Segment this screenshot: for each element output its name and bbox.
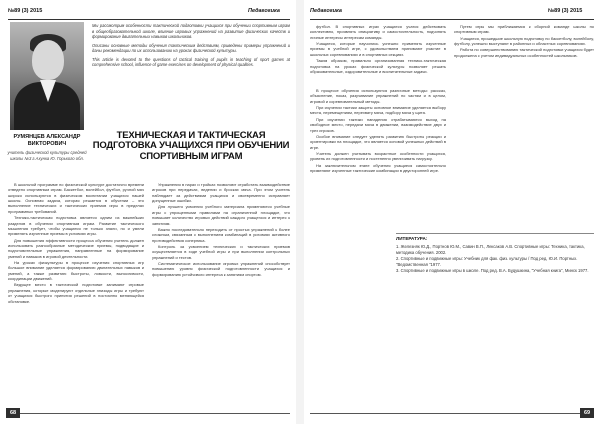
paragraph: Работа по совершенствованию тактической подготовки учащихся будет продолжена с учетом индивидуальных особенностей школьников. bbox=[454, 47, 594, 58]
paragraph: Контроль за усвоением технических и тактических приемов осуществляется в ходе учебной игры и при выполнении контрольных упражнений и тестов. bbox=[152, 243, 290, 260]
body-column-3 bbox=[310, 88, 446, 174]
page-gutter bbox=[296, 0, 304, 424]
paragraph: Учащиеся, прошедшие школьную подготовку по баскетболу, волейболу, футболу, успешно выступают в районных и областных соревнованиях. bbox=[454, 35, 594, 47]
article-title: ТЕХНИЧЕСКАЯ И ТАКТИЧЕСКАЯ ПОДГОТОВКА УЧАЩИХСЯ ПРИ ОБУЧЕНИИ СПОРТИВНЫМ ИГРАМ bbox=[92, 130, 290, 162]
paragraph: Упражнения в парах и тройках позволяют отработать взаимодействие игроков при передачах, ведении и бросках мяча. При этом учитель наблюдает за действиями учащихся и своевременно исправляет допущенные ошибки. bbox=[152, 182, 290, 204]
body-column-2 bbox=[152, 182, 290, 278]
literature-block bbox=[396, 236, 594, 274]
body-column-1 bbox=[8, 182, 144, 305]
author-block bbox=[6, 134, 88, 161]
right-page bbox=[304, 0, 600, 424]
paragraph: При изучении тактики защиты основное внимание уделяется выбору места, перемещениям, перехвату мяча, подбору мяча у щита. bbox=[310, 105, 446, 116]
abstract-en: This article is devoted to the questions of tactical training of pupils in teaching of sport games at comprehensive school, influence of game exercises on development of physical qualities. bbox=[92, 56, 290, 68]
abstract-ru-2: Описаны основные методы обучения тактическим действиям, приведены примеры упражнений и даны рекомендации по их использованию на уроках физической культуры. bbox=[92, 42, 290, 54]
author-info: учитель физической культуры средней школы №3 г.Ахунка Ю. Горького обл. bbox=[7, 150, 87, 161]
paragraph: футбол. В спортивных играх учащиеся учатся действовать коллективно, проявлять инициативу и самостоятельность, подчинять личные интересы интересам команды. bbox=[310, 24, 446, 40]
header-rule bbox=[8, 19, 290, 20]
paragraph: Для лучшего усвоения учебного материала применяются учебные игры с упрощенными правилами на ограниченной площадке, что повышает количество игровых действий каждого учащегося и интерес к занятиям. bbox=[152, 204, 290, 226]
body-column-2 bbox=[454, 24, 594, 59]
paragraph: На заключительном этапе обучения учащиеся самостоятельно применяют изученные тактические комбинации в двусторонней игре. bbox=[310, 162, 446, 174]
header-rule bbox=[310, 19, 594, 20]
abstract-ru: Мы рассмотрим особенности тактической подготовки учащихся при обучении спортивным играм в общеобразовательной школе, влияние игровых упражнений на развитие физических качеств и формирование двигательных навыков школьников. bbox=[92, 23, 290, 40]
paragraph: Технико-тактическая подготовка является одним из важнейших разделов в обучении спортивным играм. Развитие тактического мышления требует, чтобы учащиеся не только знали, но и умели применять изученные приемы в условиях игры. bbox=[8, 215, 144, 237]
page-number: 68 bbox=[6, 408, 20, 418]
paragraph: Учащиеся, которые научились успешно применять изученные приемы в учебной игре, с удовольствием принимают участие в школьных соревнованиях и в спортивных секциях. bbox=[310, 41, 446, 57]
author-photo bbox=[10, 22, 84, 130]
footer-rule bbox=[310, 413, 580, 414]
paragraph: Систематическое использование игровых упражнений способствует повышению уровня физической подготовленности учащихся и формированию устойчивого интереса к занятиям спортом. bbox=[152, 261, 290, 277]
abstract bbox=[92, 23, 290, 71]
literature-item: 1. Железняк Ю.Д., Портнов Ю.М., Савин В.П., Лексаков А.В. Спортивные игры: Техника, тактика, методика обучения. 2002. bbox=[396, 244, 585, 256]
body-column-1 bbox=[310, 24, 446, 75]
paragraph: Ведущее место в тактической подготовке занимают игровые упражнения, которые моделируют отдельные эпизоды игры и требуют от учащихся быстрого принятия решений в постоянно меняющейся обстановке. bbox=[8, 282, 144, 304]
page-number: 69 bbox=[580, 408, 594, 418]
paragraph: Учитель должен учитывать возрастные особенности учащихся, уровень их подготовленности и постепенно увеличивать нагрузку. bbox=[310, 150, 446, 162]
paragraph: В процессе обучения используются различные методы: рассказ, объяснение, показ, разучивание упражнений по частям и в целом, игровой и соревновательный методы. bbox=[310, 88, 446, 104]
paragraph: На уроках физкультуры в процессе изучения спортивных игр большое внимание уделяется формированию двигательных навыков и умений, а также развитию быстроты, ловкости, выносливости, координации движений. bbox=[8, 260, 144, 282]
section-rubric: Педагогика bbox=[310, 8, 342, 14]
left-page bbox=[0, 0, 296, 424]
section-rubric: Педагогика bbox=[248, 8, 280, 14]
paragraph: При изучении тактики нападения отрабатываются выход на свободное место, передачи мяча в движении, взаимодействие двух и трех игроков. bbox=[310, 116, 446, 133]
footer-rule bbox=[20, 413, 290, 414]
literature-item: 3. Спортивные и подвижные игры в школе. Под ред. В.А. Будушкина, "Учебная книга", Минск 1977. bbox=[396, 267, 589, 273]
issue-number: №89 (3) 2015 bbox=[548, 8, 582, 20]
paragraph: Важно последовательно переходить от простых упражнений к более сложным, связанным с выполнением комбинаций в условиях активного противодействия соперника. bbox=[152, 226, 290, 243]
paragraph: Особое внимание следует уделять развитию быстроты реакции и ориентировки на площадке, что является основой успешных действий в игре. bbox=[310, 133, 446, 150]
paragraph: Путем игры мы приближаемся к сборной команде школы по спортивным играм. bbox=[454, 24, 594, 35]
paragraph: Для повышения эффективности процесса обучения учитель должен использовать разнообразные методические приемы, подводящие и подготовительные упражнения, направленные на формирование умений и навыков в игровой деятельности. bbox=[8, 237, 144, 259]
paragraph: Таким образом, правильно организованная технико-тактическая подготовка на уроках физической культуры позволяет решать образовательные, оздоровительные и воспитательные задачи. bbox=[310, 58, 446, 74]
literature-heading: ЛИТЕРАТУРА: bbox=[396, 236, 428, 241]
literature-item: 2. Спортивные и подвижные игры: Учебник для фак. физ. культуры / Под ред. Ю.И. Портных. "Ведомственная "1977. bbox=[396, 256, 578, 268]
issue-number: №89 (3) 2015 bbox=[8, 8, 42, 20]
literature-rule bbox=[396, 233, 594, 234]
author-name: РУМЯНЦЕВ АЛЕКСАНДР ВИКТОРОВИЧ bbox=[13, 134, 81, 147]
paragraph: В школьной программе по физической культуре достаточно времени отведено спортивным играм. Баскетбол, волейбол, футбол, ручной мяч широко используются в физическом воспитании учащихся нашей школы. Основная задача, которая решается в обучении – это выполнение технических и тактических приемов игры в пределах программных требований. bbox=[8, 182, 144, 214]
